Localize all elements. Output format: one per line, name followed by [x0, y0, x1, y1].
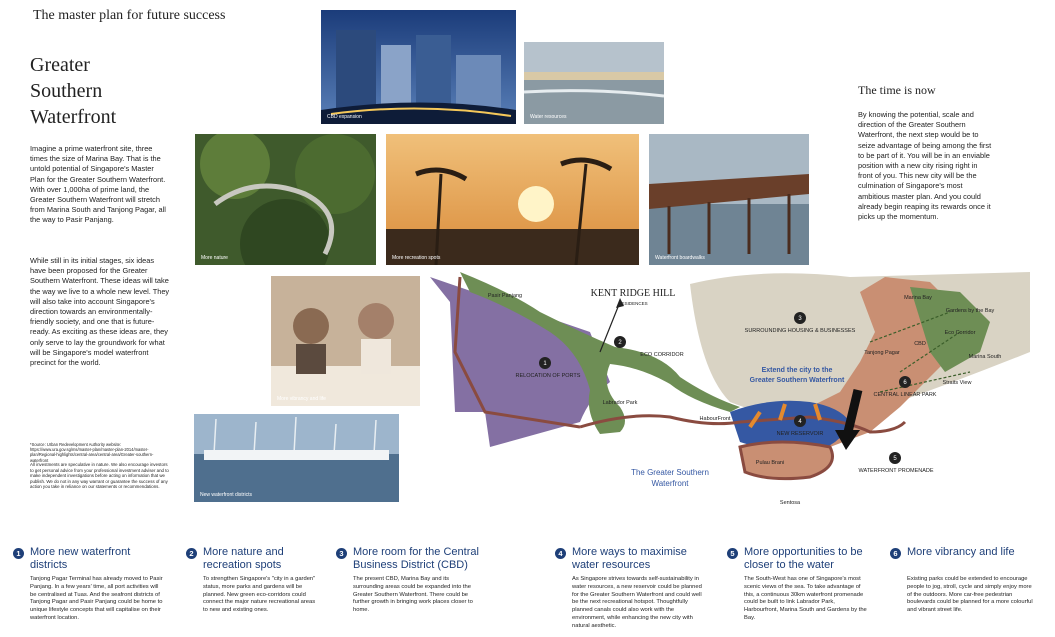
label-extend-1: Extend the city to the [761, 367, 833, 374]
label-harbourfront: HabourFront [699, 416, 731, 422]
marker-1: 1 [543, 361, 547, 367]
brand-logo: KENT RIDGE HILL [590, 288, 676, 299]
gsw-map [430, 272, 1030, 517]
title-line-1: Greater [30, 54, 90, 76]
section-number-6: 6 [890, 548, 901, 559]
section-text-2: To strengthen Singapore's "city in a garden" status, more parks and gardens will be planned. New green eco-corridors could connect the major nature recreational areas to new and existing ones. [203, 576, 316, 614]
caption-recreation-spots: More recreation spots [392, 255, 441, 261]
label-labrador: Labrador Park [602, 400, 638, 406]
label-eco-corridor: ECO CORRIDOR [640, 352, 684, 358]
label-sentosa: Sentosa [779, 500, 801, 506]
section-text-4: As Singapore strives towards self-sustainability in water resources, a new reservoir could be planned for the Greater Southern Waterfront and could well be the next recreational hotspot. Thoughtfully planned canals could also work with the environment, while enhancing the new city with natural aesthetic. [572, 576, 702, 629]
time-is-now-title: The time is now [858, 83, 936, 97]
photo-vibrancy-life [271, 276, 420, 406]
label-promenade: WATERFRONT PROMENADE [858, 468, 934, 474]
section-title-3: More room for the Central Business District (CBD) [353, 546, 479, 571]
section-text-5: The South-West has one of Singapore's most scenic views of the sea. To take advantage of this, a continuous 30km waterfront promenade could be built to link Labrador Park, Harbourfront, Marina South and Gardens by the Bay. [744, 576, 867, 621]
marker-3: 3 [798, 316, 802, 322]
label-cbd: CBD [914, 341, 926, 347]
section-number-3: 3 [336, 548, 347, 559]
caption-water-resources: Water resources [530, 114, 567, 120]
intro-paragraph-1: Imagine a prime waterfront site, three times the size of Marina Bay. That is the untold potential of Singapore's Master Plan for the Greater Southern Waterfront. With over 1,000ha of prime land, the Greater Southern Waterfront will stretch from Marina South and Tanjong Pagar, all the way to Pasir Panjang. [30, 144, 166, 225]
label-gsw-2: Waterfront [651, 479, 689, 488]
marker-6: 6 [903, 380, 907, 386]
label-pulau-brani: Pulau Brani [755, 460, 785, 466]
label-extend-2: Greater Southern Waterfront [749, 377, 845, 384]
label-marina-south: Marina South [968, 354, 1002, 360]
brand-sub: RESIDENCES [618, 301, 648, 306]
section-title-1: More new waterfront districts [30, 546, 131, 571]
label-straits: Straits View [942, 380, 972, 386]
label-surrounding: SURROUNDING HOUSING & BUSINESSES [744, 328, 856, 334]
label-gardens: Gardens by the Bay [945, 308, 995, 314]
section-number-1: 1 [13, 548, 24, 559]
title-line-2: Southern [30, 80, 103, 102]
page-title [30, 52, 180, 130]
section-title-6: More vibrancy and life [907, 546, 1015, 558]
caption-cbd-expansion: CBD expansion [327, 114, 362, 120]
photo-recreation-spots [386, 134, 639, 265]
label-eco-corridor-small: Eco Corridor [944, 330, 976, 336]
section-text-3: The present CBD, Marina Bay and its surrounding areas could be expanded into the Greater Southern Waterfront. There could be further growth in bringing work places closer to home. [353, 576, 473, 614]
page-header-title: The master plan for future success [33, 8, 226, 23]
photo-more-nature [195, 134, 376, 265]
photo-waterfront-boardwalks [649, 134, 809, 265]
label-relocation: RELOCATION OF PORTS [515, 373, 581, 379]
caption-waterfront-boardwalks: Waterfront boardwalks [655, 255, 705, 261]
label-gsw-1: The Greater Southern [631, 468, 709, 477]
marker-5: 5 [893, 456, 897, 462]
section-text-1: Tanjong Pagar Terminal has already moved to Pasir Panjang. In a few years' time, all port activities will be centralised at Tuas. And the seafront districts of Tanjong Pagar and Pasir Panjang could be home to unique lifestyle concepts that will capitalise on their waterfront location. [30, 576, 163, 621]
time-is-now-text: By knowing the potential, scale and direction of the Greater Southern Waterfront, the next step would be to seize advantage of being among the first to be part of it. You will be in an enviable position with a new city rising right in front of you. This new city will be the culmination of Singapore's most ambitious master plan. And you could already begin reaping its rewards once it picks up the momentum. [858, 110, 992, 222]
marker-4: 4 [798, 419, 802, 425]
caption-more-nature: More nature [201, 255, 228, 261]
section-text-6: Existing parks could be extended to encourage people to jog, stroll, cycle and simply enjoy more of the outdoors. More car-free pedestrian boulevards could be planned for a more colourful and vibrant street life. [907, 576, 1033, 614]
caption-vibrancy-life: More vibrancy and life [277, 396, 326, 402]
photo-waterfront-districts [194, 414, 399, 502]
source-note: *Source: Urban Redevelopment Authority website: https://www.ura.gov.sg/ms/master-plan/master-plan-2014/master-plan/Regional-highlights/central-area/central-area/Greater-southern-waterfront [30, 442, 154, 463]
label-pasir-panjang: Pasir Panjang [487, 293, 523, 299]
section-title-2: More nature and recreation spots [203, 546, 284, 571]
photo-cbd-expansion [321, 10, 516, 124]
caption-waterfront-districts: New waterfront districts [200, 492, 252, 498]
label-marina-bay: Marina Bay [904, 295, 932, 301]
intro-paragraph-2: While still in its initial stages, six ideas have been proposed for the Greater Southern Waterfront. These ideas will take the way we live to a whole new level. They will also take into account Singapore's direction towards an environmentally-friendly society, and one that is future-ready. As exciting as these ideas are, they only serve to lay the groundwork for what will be Singapore's model waterfront precinct for the world. [30, 256, 170, 368]
title-line-3: Waterfront [30, 106, 117, 128]
photo-water-resources [524, 42, 664, 124]
marker-2: 2 [618, 340, 622, 346]
section-title-5: More opportunities to be closer to the water [744, 546, 863, 571]
pulau-brani-area [740, 442, 833, 479]
disclaimer: All investments are speculative in nature. We also encourage investors to get personal advice from your professional investment adviser and to make independent investigations before acting on information that we publish. We do not in any way warrant or guarantee the success of any action you take in reliance on our statements or recommendations. [30, 462, 169, 490]
label-central-park: CENTRAL LINEAR PARK [873, 392, 937, 398]
section-number-2: 2 [186, 548, 197, 559]
section-title-4: More ways to maximise water resources [572, 546, 687, 571]
label-tanjong: Tanjong Pagar [864, 350, 900, 356]
section-number-5: 5 [727, 548, 738, 559]
section-number-4: 4 [555, 548, 566, 559]
label-new-reservoir: NEW RESERVOIR [776, 431, 824, 437]
